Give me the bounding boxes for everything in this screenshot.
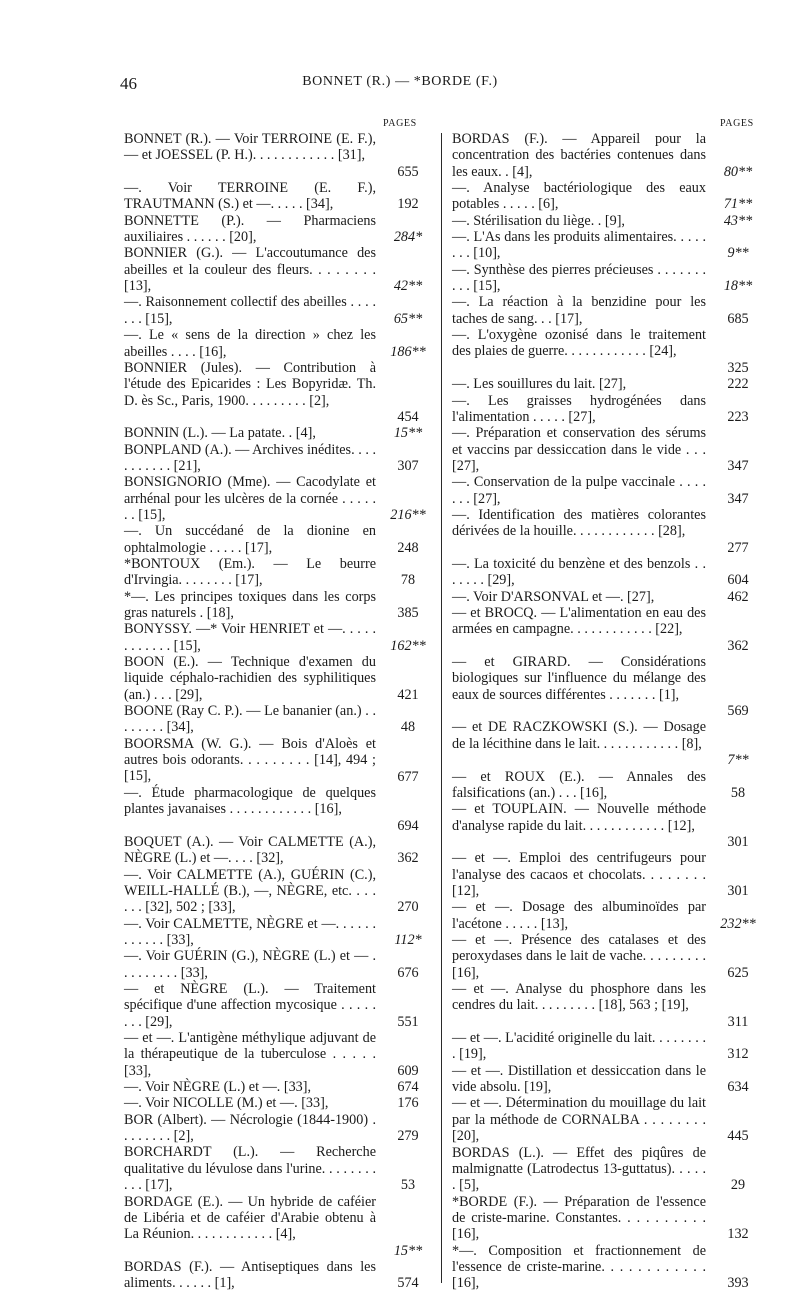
page-number: 46 <box>120 74 137 93</box>
entry-text: BOORSMA (W. G.). — Bois d'Aloès et autres bois odorants. . . . . . . . . [14], 494 ; [15], <box>124 735 376 785</box>
index-entry <box>124 1079 434 1095</box>
entry-page-ref: 7** <box>727 752 749 769</box>
entry-page-ref: 421 <box>397 686 419 703</box>
entry-page-ref: 80** <box>723 163 753 180</box>
entry-page-ref: 18** <box>723 278 753 295</box>
entry-page-ref: 655 <box>397 163 419 180</box>
entry-page-ref: 362 <box>727 637 749 654</box>
index-entry <box>124 442 434 475</box>
index-entry <box>124 785 434 834</box>
entry-text: BOON (E.). — Technique d'examen du liquide céphalo-rachidien des syphilitiques (an.) . . . [29], <box>124 654 376 703</box>
entry-text: — et DE RACZKOWSKI (S.). — Dosage de la lécithine dans le lait. . . . . . . . . . . . [8], <box>452 719 706 752</box>
entry-page-ref: 248 <box>397 539 419 556</box>
entry-page-ref: 574 <box>397 1275 419 1292</box>
index-entry <box>124 981 434 1030</box>
entry-text: —. Un succédané de la dionine en ophtalmologie . . . . . [17], <box>124 523 376 556</box>
entry-text: —. Voir TERROINE (E. F.), TRAUTMANN (S.) et —. . . . . [34], <box>124 180 376 213</box>
left-pages-label: PAGES <box>383 118 417 129</box>
entry-text: BONPLAND (A.). — Archives inédites. . . . . . . . . . . [21], <box>124 441 376 474</box>
entry-page-ref: 162** <box>390 637 426 654</box>
entry-text: — et ROUX (E.). — Annales des falsifications (an.) . . . [16], <box>452 768 706 801</box>
entry-page-ref: 393 <box>727 1275 749 1292</box>
entry-page-ref: 625 <box>727 964 749 981</box>
entry-page-ref: 569 <box>727 703 749 720</box>
index-entry <box>452 507 764 556</box>
entry-page-ref: 277 <box>727 539 749 556</box>
index-entry <box>452 1243 764 1292</box>
entry-page-ref: 385 <box>397 605 419 622</box>
index-entry <box>124 1259 434 1292</box>
entry-page-ref: 284* <box>393 229 423 246</box>
entry-page-ref: 362 <box>397 850 419 867</box>
entry-text: BORDAS (F.). — Antiseptiques dans les aliments. . . . . . [1], <box>124 1258 376 1292</box>
entry-page-ref: 674 <box>397 1079 419 1096</box>
entry-text: BONNIER (Jules). — Contribution à l'étude des Epicarides : Les Bopyridæ. Th. D. ès Sc., Paris, 1900. . . . . . . . . [2], <box>124 359 376 409</box>
index-entry <box>452 1194 764 1243</box>
entry-text: — et —. Analyse du phosphore dans les cendres du lait. . . . . . . . . [18], 563 ; [19], <box>452 981 706 1014</box>
entry-text: —. Voir CALMETTE, NÈGRE et —. . . . . . . . . . . . [33], <box>124 915 376 948</box>
index-entry <box>124 736 434 785</box>
entry-page-ref: 609 <box>397 1062 419 1079</box>
entry-page-ref: 347 <box>727 490 749 507</box>
entry-page-ref: 29 <box>730 1177 746 1194</box>
index-entry <box>124 523 434 556</box>
index-entry <box>124 1112 434 1145</box>
index-entry <box>452 719 764 768</box>
entry-text: BOONE (Ray C. P.). — Le bananier (an.) . . . . . . . . [34], <box>124 703 376 736</box>
entry-text: —. Synthèse des pierres précieuses . . . . . . . . . . [15], <box>452 261 706 295</box>
entry-page-ref: 694 <box>397 817 419 834</box>
entry-text: *—. Les principes toxiques dans les corps gras naturels . [18], <box>124 588 376 622</box>
entry-text: — et BROCQ. — L'alimentation en eau des armées en campagne. . . . . . . . . . . . [22], <box>452 605 706 638</box>
entry-text: —. L'As dans les produits alimentaires. . . . . . . . [10], <box>452 229 706 262</box>
index-entry <box>452 1063 764 1096</box>
index-entry <box>124 294 434 327</box>
index-entry <box>452 850 764 899</box>
entry-text: — et —. Dosage des albuminoïdes par l'acétone . . . . . [13], <box>452 899 706 932</box>
entry-text: BONNETTE (P.). — Pharmaciens auxiliaires . . . . . . [20], <box>124 212 376 246</box>
entry-page-ref: 311 <box>727 1013 749 1030</box>
entry-page-ref: 677 <box>397 768 419 785</box>
entry-text: —. La réaction à la benzidine pour les taches de sang. . . [17], <box>452 294 706 327</box>
entry-page-ref: 112* <box>394 931 422 948</box>
entry-text: *—. Composition et fractionnement de l'essence de criste-marine. . . . . . . . . . . . [16], <box>452 1242 706 1292</box>
entry-text: *BORDE (F.). — Préparation de l'essence de criste-marine. Constantes. . . . . . . . . . [16], <box>452 1193 706 1243</box>
index-entry <box>452 769 764 802</box>
entry-text: —. Les graisses hydrogénées dans l'alimentation . . . . . [27], <box>452 392 706 425</box>
entry-text: —. Voir GUÉRIN (G.), NÈGRE (L.) et — . . . . . . . . . [33], <box>124 948 376 981</box>
index-entry <box>124 180 434 213</box>
column-divider <box>441 133 442 1283</box>
index-entry <box>452 981 764 1030</box>
entry-text: —. Voir CALMETTE (A.), GUÉRIN (C.), WEILL-HALLÉ (B.), —, NÈGRE, etc. . . . . . . [32], 502 ; [33], <box>124 866 376 916</box>
entry-text: *BONTOUX (Em.). — Le beurre d'Irvingia. . . . . . . . [17], <box>124 556 376 589</box>
entry-page-ref: 42** <box>393 278 423 295</box>
entry-page-ref: 347 <box>727 457 749 474</box>
entry-text: BONNIER (G.). — L'accoutumance des abeilles et la couleur des fleurs. . . . . . . . [13], <box>124 245 376 295</box>
entry-text: —. Les souillures du lait. [27], <box>452 376 627 393</box>
index-entry <box>452 605 764 654</box>
entry-page-ref: 301 <box>727 833 749 850</box>
entry-text: — et —. L'acidité originelle du lait. . . . . . . . . [19], <box>452 1030 706 1063</box>
entry-page-ref: 604 <box>727 572 749 589</box>
index-entry <box>124 834 434 867</box>
index-entry <box>124 131 434 180</box>
entry-text: BORDAS (L.). — Effet des piqûres de malmignatte (Latrodectus 13-guttatus). . . . . . [5], <box>452 1144 706 1194</box>
index-entry <box>124 425 434 441</box>
entry-page-ref: 279 <box>397 1128 419 1145</box>
index-entry <box>452 801 764 850</box>
running-head: BONNET (R.) — *BORDE (F.) <box>302 74 498 89</box>
right-column <box>452 131 764 1292</box>
entry-text: BONNIN (L.). — La patate. . [4], <box>124 425 316 442</box>
index-entry <box>452 376 764 392</box>
index-entry <box>124 948 434 981</box>
entry-page-ref: 232** <box>720 915 756 932</box>
entry-text: BOR (Albert). — Nécrologie (1844-1900) . . . . . . . . [2], <box>124 1111 376 1145</box>
entry-text: — et NÈGRE (L.). — Traitement spécifique d'une affection mycosique . . . . . . . . [29], <box>124 981 376 1030</box>
entry-page-ref: 307 <box>397 457 419 474</box>
entry-page-ref: 71** <box>723 196 753 213</box>
entry-text: —. Étude pharmacologique de quelques plantes javanaises . . . . . . . . . . . . [16], <box>124 784 376 818</box>
index-entry <box>452 1145 764 1194</box>
index-entry <box>124 245 434 294</box>
index-entry <box>452 899 764 932</box>
entry-text: BONNET (R.). — Voir TERROINE (E. F.), — et JOESSEL (P. H.). . . . . . . . . . . . [31], <box>124 131 376 164</box>
entry-text: — et —. Présence des catalases et des peroxydases dans le lait de vache. . . . . . . . . [16], <box>452 931 706 981</box>
entry-page-ref: 301 <box>727 882 749 899</box>
index-entry <box>452 180 764 213</box>
index-entry <box>452 474 764 507</box>
index-entry <box>124 327 434 360</box>
entry-text: —. Analyse bactériologique des eaux potables . . . . . [6], <box>452 180 706 213</box>
index-entry <box>452 1030 764 1063</box>
index-entry <box>452 654 764 719</box>
entry-text: — et GIRARD. — Considérations biologiques sur l'influence du mélange des eaux de sources différentes . . . . . . . [1], <box>452 654 706 703</box>
entry-page-ref: 176 <box>397 1095 419 1112</box>
index-entry <box>452 294 764 327</box>
entry-text: —. Voir D'ARSONVAL et —. [27], <box>452 588 655 605</box>
index-entry <box>452 393 764 426</box>
entry-page-ref: 270 <box>397 899 419 916</box>
entry-page-ref: 676 <box>397 964 419 981</box>
entry-page-ref: 53 <box>400 1177 416 1194</box>
entry-text: —. Stérilisation du liège. . [9], <box>452 212 625 229</box>
index-entry <box>124 621 434 654</box>
entry-page-ref: 9** <box>727 245 749 262</box>
entry-page-ref: 15** <box>393 1242 423 1259</box>
entry-page-ref: 462 <box>727 588 749 605</box>
index-entry <box>124 703 434 736</box>
entry-page-ref: 65** <box>393 310 423 327</box>
index-entry <box>452 262 764 295</box>
index-entry <box>124 1194 434 1259</box>
entry-text: — et —. Détermination du mouillage du lait par la méthode de CORNALBA . . . . . . . . [20], <box>452 1095 706 1145</box>
entry-page-ref: 48 <box>400 719 416 736</box>
entry-text: —. Conservation de la pulpe vaccinale . . . . . . . [27], <box>452 474 706 507</box>
entry-text: — et —. L'antigène méthylique adjuvant de la thérapeutique de la tuberculose . . . . . [33], <box>124 1030 376 1079</box>
entry-text: BORDAS (F.). — Appareil pour la concentration des bactéries contenues dans les eaux. . [4], <box>452 131 706 180</box>
index-entry <box>452 589 764 605</box>
entry-page-ref: 216** <box>390 506 426 523</box>
entry-text: BONYSSY. —* Voir HENRIET et —. . . . . . . . . . . . [15], <box>124 621 376 654</box>
entry-text: —. Raisonnement collectif des abeilles . . . . . . . [15], <box>124 294 376 327</box>
entry-text: — et —. Distillation et dessiccation dans le vide absolu. [19], <box>452 1062 706 1096</box>
index-entry <box>124 360 434 425</box>
entry-text: BONSIGNORIO (Mme). — Cacodylate et arrhénal pour les ulcères de la cornée . . . . . . . [15], <box>124 474 376 523</box>
entry-text: —. Voir NICOLLE (M.) et —. [33], <box>124 1095 329 1112</box>
entry-page-ref: 454 <box>397 408 419 425</box>
index-entry <box>124 556 434 589</box>
index-entry <box>124 867 434 916</box>
index-entry <box>124 1095 434 1111</box>
entry-text: —. Voir NÈGRE (L.) et —. [33], <box>124 1079 312 1096</box>
index-entry <box>124 654 434 703</box>
entry-page-ref: 325 <box>727 359 749 376</box>
index-entry <box>452 932 764 981</box>
right-pages-label: PAGES <box>720 118 754 129</box>
entry-page-ref: 78 <box>400 572 416 589</box>
entry-text: BOQUET (A.). — Voir CALMETTE (A.), NÈGRE (L.) et —. . . . [32], <box>124 833 376 867</box>
entry-page-ref: 445 <box>727 1128 749 1145</box>
entry-page-ref: 551 <box>397 1013 419 1030</box>
entry-text: —. Le « sens de la direction » chez les abeilles . . . . [16], <box>124 327 376 360</box>
entry-page-ref: 58 <box>730 784 746 801</box>
entry-page-ref: 634 <box>727 1079 749 1096</box>
entry-page-ref: 685 <box>727 310 749 327</box>
index-entry <box>124 474 434 523</box>
index-entry <box>124 1030 434 1079</box>
entry-text: BORDAGE (E.). — Un hybride de caféier de Libéria et de caféier d'Arabie obtenu à La Réunion. . . . . . . . . . . . [4], <box>124 1193 376 1243</box>
index-entry <box>452 327 764 376</box>
entry-page-ref: 312 <box>727 1046 749 1063</box>
index-entry <box>452 213 764 229</box>
index-entry <box>452 229 764 262</box>
entry-text: BORCHARDT (L.). — Recherche qualitative du lévulose dans l'urine. . . . . . . . . . . [17], <box>124 1144 376 1194</box>
entry-text: —. Préparation et conservation des sérums et vaccins par dessiccation dans le vide . . . [27], <box>452 425 706 474</box>
index-entry <box>452 425 764 474</box>
entry-page-ref: 222 <box>727 376 749 393</box>
index-entry <box>124 589 434 622</box>
entry-page-ref: 132 <box>727 1226 749 1243</box>
entry-text: —. Identification des matières colorantes dérivées de la houille. . . . . . . . . . . . [28], <box>452 506 706 540</box>
index-entry <box>124 916 434 949</box>
index-entry <box>124 213 434 246</box>
entry-text: —. La toxicité du benzène et des benzols . . . . . . . [29], <box>452 556 706 589</box>
entry-text: —. L'oxygène ozonisé dans le traitement des plaies de guerre. . . . . . . . . . . . [24], <box>452 327 706 360</box>
entry-text: — et —. Emploi des centrifugeurs pour l'analyse des cacaos et chocolats. . . . . . . . [12], <box>452 850 706 899</box>
index-entry <box>452 131 764 180</box>
index-entry <box>452 556 764 589</box>
left-column <box>124 131 434 1292</box>
index-entry <box>124 1144 434 1193</box>
entry-page-ref: 43** <box>723 212 753 229</box>
entry-text: — et TOUPLAIN. — Nouvelle méthode d'analyse rapide du lait. . . . . . . . . . . . [12], <box>452 801 706 834</box>
entry-page-ref: 192 <box>397 196 419 213</box>
entry-page-ref: 223 <box>727 408 749 425</box>
index-entry <box>452 1095 764 1144</box>
entry-page-ref: 15** <box>393 425 423 442</box>
entry-page-ref: 186** <box>390 343 426 360</box>
